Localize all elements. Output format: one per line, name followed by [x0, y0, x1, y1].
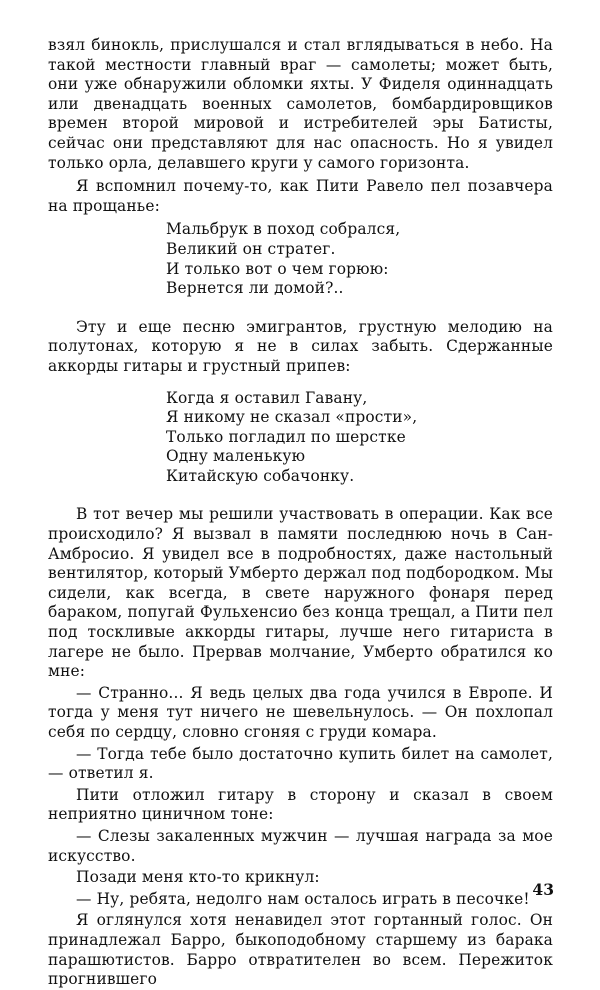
- poem-line: Я никому не сказал «прости»,: [166, 408, 418, 427]
- poem-line: Одну маленькую: [166, 447, 306, 466]
- paragraph-5: Пити отложил гитару в сторону и сказал в своем неприятно циничном тоне:: [48, 785, 553, 824]
- paragraph-7: Я оглянулся хотя ненавидел этот гортанный голос. Он принадлежал Барро, быкоподобному старшему из барака парашютистов. Барро отвратителен во всем. Пережиток прогнившего: [48, 911, 553, 989]
- dialogue-1: — Странно... Я ведь целых два года учился в Европе. И тогда у меня тут ничего не шевельнулось. — Он похлопал себя по сердцу, словно сгоняя с груди комара.: [48, 683, 553, 741]
- poem-line: Когда я оставил Гавану,: [166, 388, 368, 407]
- paragraph-6: Позади меня кто-то крикнул:: [76, 868, 320, 887]
- dialogue-4: — Ну, ребята, недолго нам осталось играть в песочке!: [76, 889, 530, 908]
- poem-line: Великий он стратег.: [166, 239, 336, 258]
- dialogue-2: — Тогда тебе было достаточно купить билет на самолет, — ответил я.: [48, 744, 553, 783]
- spacer: [48, 486, 553, 505]
- page-text: [48, 36, 553, 990]
- paragraph-1: взял бинокль, прислушался и стал вглядываться в небо. На такой местности главный враг — самолеты; может быть, они уже обнаружили обломки яхты. У Фиделя одиннадцать или двенадцать военных самолетов, бомбардировщиков времен второй мировой и истребителей эры Батисты, сейчас они представляют для нас опасность. Но я увидел только орла, делавшего круги у самого горизонта.: [48, 36, 553, 172]
- poem-line: Мальбрук в поход собрался,: [166, 220, 401, 239]
- poem-malbrook: [166, 220, 553, 298]
- poem-havana: [166, 389, 553, 487]
- dialogue-3: — Слезы закаленных мужчин — лучшая награда за мое искусство.: [48, 826, 553, 865]
- spacer: [48, 299, 553, 318]
- poem-line: Китайскую собачонку.: [166, 466, 355, 485]
- paragraph-3: Эту и еще песню эмигрантов, грустную мелодию на полутонах, которую я не в силах забыть. Сдержанные аккорды гитары и грустный припев:: [48, 317, 553, 375]
- poem-line: И только вот о чем горюю:: [166, 259, 389, 278]
- poem-line: Вернется ли домой?..: [166, 279, 344, 298]
- page-number: 43: [532, 880, 554, 899]
- poem-line: Только погладил по шерстке: [166, 427, 406, 446]
- paragraph-2: Я вспомнил почему-то, как Пити Равело пел позавчера на прощанье:: [48, 177, 553, 215]
- paragraph-4: В тот вечер мы решили участвовать в операции. Как все происходило? Я вызвал в памяти последнюю ночь в Сан-Амбросио. Я увидел все в подробностях, даже настольный вентилятор, который Умберто держал под подбородком. Мы сидели, как всегда, в свете наружного фонаря перед бараком, попугай Фульхенсио без конца трещал, а Пити пел под тоскливые аккорды гитары, лучше него гитариста в лагере не было. Прервав молчание, Умберто обратился ко мне:: [48, 505, 553, 681]
